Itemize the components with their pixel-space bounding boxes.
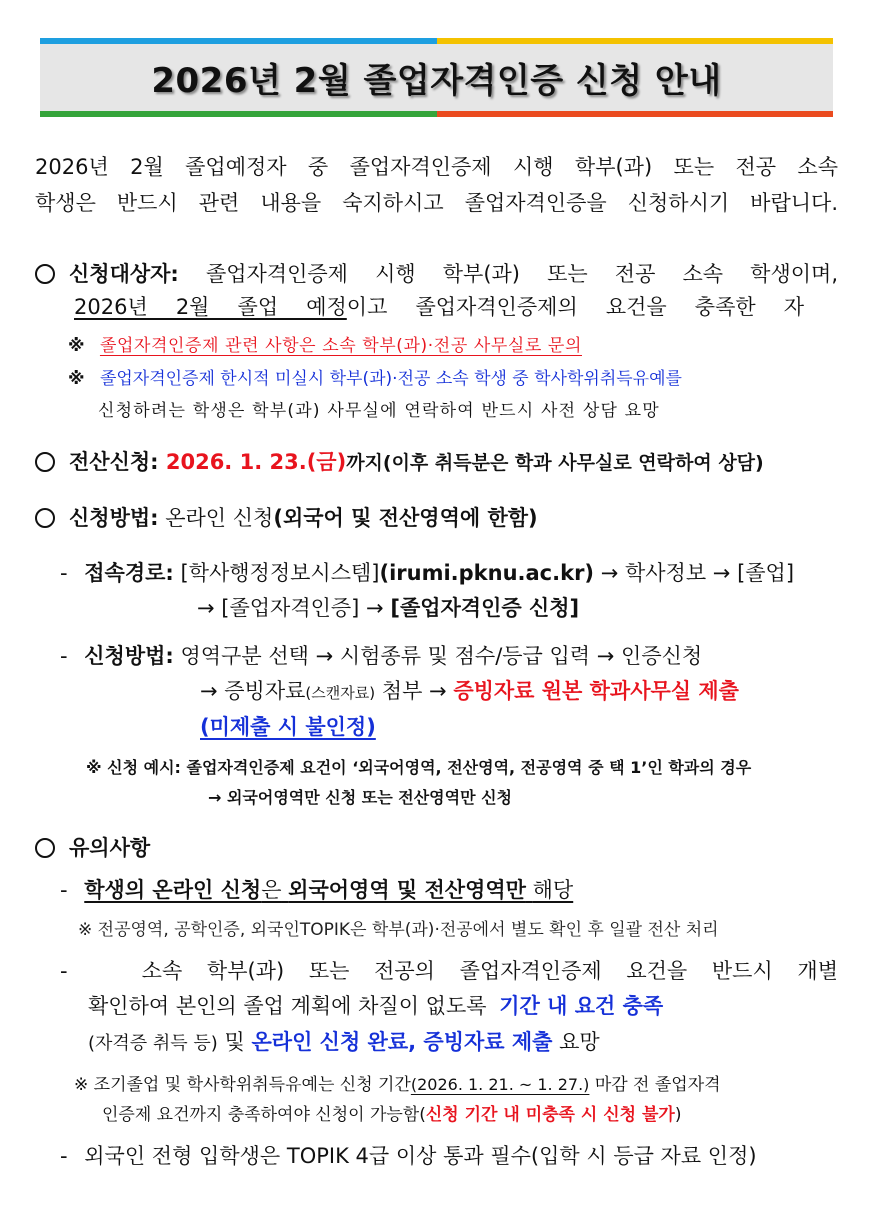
caution-1-scope: 외국어영역 및 전산영역만	[288, 878, 526, 902]
target-note-2: ※ 졸업자격인증제 한시적 미실시 학부(과)·전공 소속 학생 중 학사학위취득유예를	[68, 369, 682, 389]
deadline-rest: 까지(이후 취득분은 학과 사무실로 연락하여 상담)	[346, 452, 764, 474]
route-line-1: - 접속경로: [학사행정정보시스템](irumi.pknu.ac.kr) → 학사정보 → [졸업]	[60, 561, 795, 585]
steps-line-3	[200, 711, 376, 741]
cautions-label: 유의사항	[69, 836, 151, 860]
title-banner	[40, 44, 833, 111]
caution-1-a: 학생의 온라인 신청	[84, 878, 262, 902]
caution-2-note-line-2: 인증제 요건까지 충족하여야 신청이 가능함(신청 기간 내 미충족 시 신청 불가)	[102, 1105, 682, 1125]
caution-3-text: 외국인 전형 입학생은 TOPIK 4급 이상 통과 필수(입학 시 등급 자료 인정)	[84, 1144, 757, 1168]
steps-no-submit-warning: (미제출 시 불인정)	[200, 715, 376, 739]
circle-bullet-icon	[35, 838, 55, 858]
route-final-menu: [졸업자격인증 신청]	[390, 596, 580, 620]
route-label: 접속경로:	[84, 561, 174, 585]
steps-label: 신청방법:	[84, 644, 174, 668]
target-line-2	[74, 291, 804, 321]
page-title: 2026년 2월 졸업자격인증 신청 안내	[151, 61, 722, 101]
caution-2-requirement: 기간 내 요건 충족	[499, 994, 664, 1018]
caution-2-note-period: (2026. 1. 21. ~ 1. 27.)	[410, 1075, 590, 1094]
route-path-1: → 학사정보 → [졸업]	[600, 561, 795, 585]
steps-line-2	[200, 675, 739, 705]
circle-bullet-icon	[35, 264, 55, 284]
target-note-1-text: 졸업자격인증제 관련 사항은 소속 학부(과)·전공 사무실로 문의	[99, 336, 582, 356]
caution-2-line-1: - 소속 학부(과) 또는 전공의 졸업자격인증제 요건을 반드시 개별	[60, 959, 839, 983]
caution-2-text-2: 확인하여 본인의 졸업 계획에 차질이 없도록	[88, 994, 487, 1018]
caution-1: - 학생의 온라인 신청은 외국어영역 및 전산영역만 해당	[60, 878, 574, 902]
caution-2-example: (자격증 취득 등)	[88, 1033, 218, 1054]
cautions-section	[35, 832, 150, 862]
steps-text-1: 영역구분 선택 → 시험종류 및 점수/등급 입력 → 인증신청	[180, 644, 703, 668]
intro-paragraph	[35, 152, 838, 218]
steps-line-1: - 신청방법: 영역구분 선택 → 시험종류 및 점수/등급 입력 → 인증신청	[60, 644, 703, 668]
circle-bullet-icon	[35, 508, 55, 528]
method-label: 신청방법:	[69, 506, 159, 530]
deadline-date: 2026. 1. 23.(금)	[165, 450, 347, 474]
target-note-2-line-1: 졸업자격인증제 한시적 미실시 학부(과)·전공 소속 학생 중 학사학위취득유예를	[99, 369, 682, 389]
steps-text-2-small: (스캔자료)	[305, 684, 376, 702]
target-text-2: 이고 졸업자격인증제의 요건을 충족한 자	[346, 295, 805, 319]
steps-text-2b: 첨부 →	[381, 679, 447, 703]
target-note-1: ※ 졸업자격인증제 관련 사항은 소속 학부(과)·전공 사무실로 문의	[68, 336, 582, 356]
caution-2-text-1: 소속 학부(과) 또는 전공의 졸업자격인증제 요건을 반드시 개별	[141, 959, 839, 983]
route-line-2	[197, 592, 579, 622]
method-section	[35, 502, 538, 532]
deadline-label: 전산신청:	[69, 450, 159, 474]
route-path-2: → [졸업자격인증] →	[197, 596, 384, 620]
caution-2-note-warning: 신청 기간 내 미충족 시 신청 불가	[425, 1105, 675, 1125]
intro-line-1: 2026년 2월 졸업예정자 중 졸업자격인증제 시행 학부(과) 또는 전공 소속	[35, 155, 838, 179]
steps-submit-original: 증빙자료 원본 학과사무실 제출	[453, 679, 739, 703]
route-url: (irumi.pknu.ac.kr)	[379, 561, 595, 585]
caution-2-note-line-1: ※ 조기졸업 및 학사학위취득유예는 신청 기간(2026. 1. 21. ~ 1. 27.) 마감 전 졸업자격	[74, 1075, 721, 1095]
intro-line-2: 학생은 반드시 관련 내용을 숙지하시고 졸업자격인증을 신청하시기 바랍니다.	[35, 191, 838, 215]
circle-bullet-icon	[35, 452, 55, 472]
deadline-section	[35, 446, 764, 476]
target-label: 신청대상자:	[69, 262, 179, 286]
method-scope: (외국어 및 전산영역에 한함)	[273, 506, 538, 530]
title-bottom-band	[40, 111, 833, 117]
method-text: 온라인 신청	[165, 506, 274, 530]
target-graduation-period: 2026년 2월 졸업 예정	[74, 295, 347, 319]
route-system: [학사행정정보시스템]	[180, 561, 380, 585]
target-note-2-line-2: 신청하려는 학생은 학부(과) 사무실에 연락하여 반드시 사전 상담 요망	[98, 401, 660, 421]
example-line-2: → 외국어영역만 신청 또는 전산영역만 신청	[208, 788, 513, 807]
caution-2-line-2	[88, 990, 663, 1020]
example-line-1: ※ 신청 예시: 졸업자격인증제 요건이 ‘외국어영역, 전산영역, 전공영역 중 택 1’인 학과의 경우	[86, 758, 752, 777]
caution-2-line-3: (자격증 취득 등) 및 온라인 신청 완료, 증빙자료 제출 요망	[88, 1030, 600, 1054]
target-text-1: 졸업자격인증제 시행 학부(과) 또는 전공 소속 학생이며,	[205, 262, 838, 286]
target-section	[35, 258, 838, 288]
steps-text-2a: → 증빙자료	[200, 679, 306, 703]
caution-1-note: ※ 전공영역, 공학인증, 외국인TOPIK은 학부(과)·전공에서 별도 확인 후 일괄 전산 처리	[78, 920, 719, 940]
caution-2-online: 온라인 신청 완료, 증빙자료 제출	[251, 1030, 553, 1054]
caution-3: - 외국인 전형 입학생은 TOPIK 4급 이상 통과 필수(입학 시 등급 자료 인정)	[60, 1144, 757, 1168]
